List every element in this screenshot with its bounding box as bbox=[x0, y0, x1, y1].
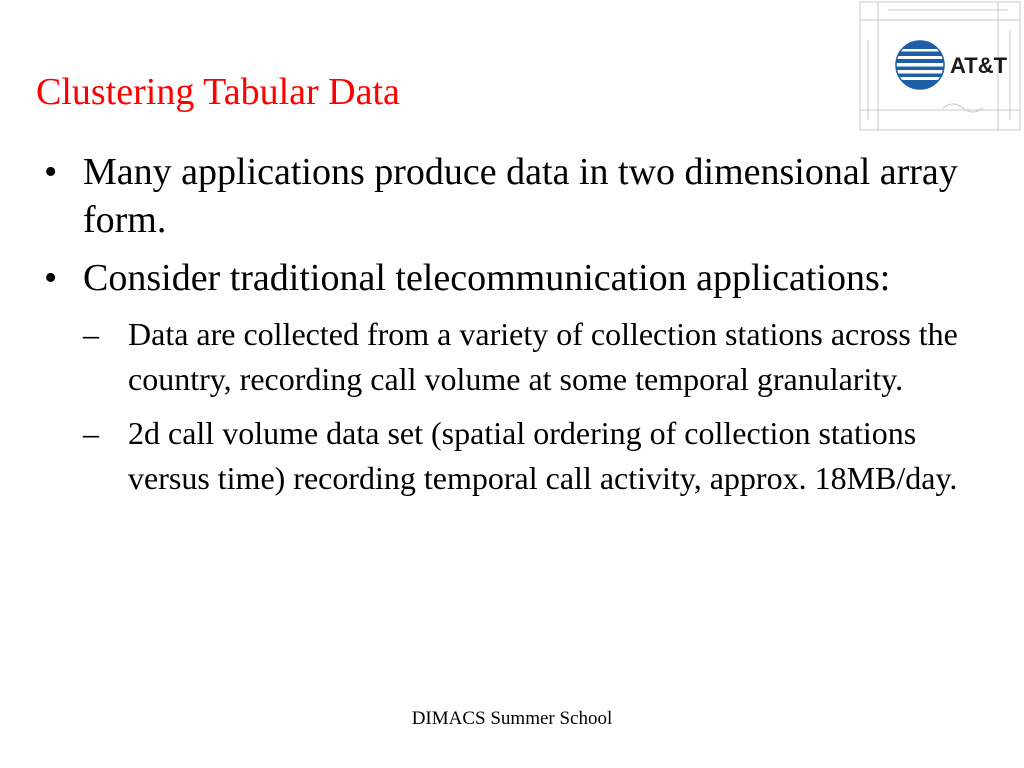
bullet-list bbox=[44, 148, 994, 510]
bullet-marker: • bbox=[44, 257, 58, 299]
globe-icon bbox=[896, 41, 944, 89]
sub-bullet-item bbox=[83, 312, 994, 402]
sub-bullet-marker: – bbox=[83, 316, 99, 352]
logo-text: AT&T bbox=[950, 53, 1008, 78]
sub-bullet-text: Data are collected from a variety of collection stations across the country, recording call volume at some temporal granularity. bbox=[128, 316, 958, 397]
slide-title: Clustering Tabular Data bbox=[36, 71, 400, 113]
sub-bullet-text: 2d call volume data set (spatial ordering of collection stations versus time) recording temporal call activity, approx. 18MB/day. bbox=[128, 415, 958, 496]
slide-footer: DIMACS Summer School bbox=[411, 708, 613, 729]
bullet-marker: • bbox=[44, 151, 58, 193]
bullet-item bbox=[44, 148, 994, 244]
sub-bullet-item bbox=[83, 411, 994, 501]
bullet-text: Consider traditional telecommunication applications: bbox=[83, 257, 891, 299]
sub-bullet-marker: – bbox=[83, 415, 99, 451]
att-logo bbox=[858, 0, 1024, 135]
bullet-item bbox=[44, 254, 994, 302]
bullet-text: Many applications produce data in two dimensional array form. bbox=[83, 151, 958, 241]
